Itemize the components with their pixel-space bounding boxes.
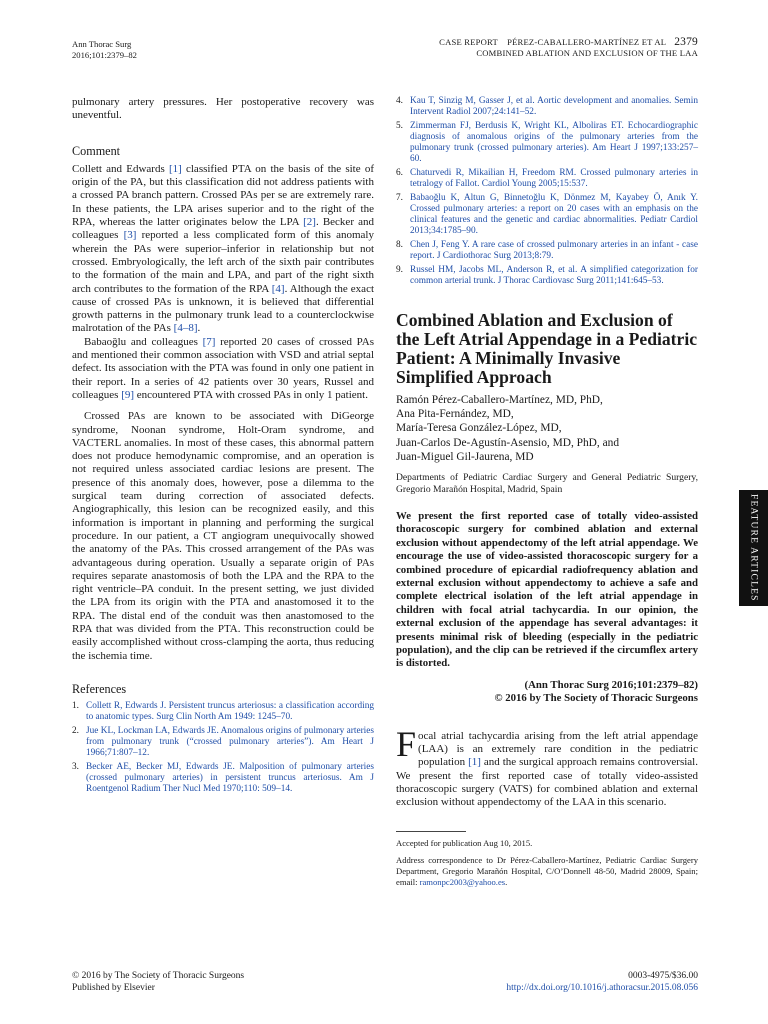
reference-item[interactable]: 1. Collett R, Edwards J. Persistent truncus arteriosus: a classification according to anatomic types. Surg Clin North Am 1949: 1245–70. xyxy=(72,701,374,723)
ref-link[interactable]: [3] xyxy=(123,229,137,242)
reference-item[interactable]: 5. Zimmerman FJ, Berdusis K, Wright KL, Alboliras ET. Echocardiographic diagnosis of anomalous origins of the pulmonary arteries from the pulmonary trunk (crossed pulmonary arteries). Am Heart J 1997;133:257–60. xyxy=(396,121,698,164)
journal-volume: 2016;101:2379–82 xyxy=(72,50,137,60)
left-column xyxy=(72,96,374,798)
references-heading: References xyxy=(72,681,127,696)
author: Ramón Pérez-Caballero-Martínez, MD, PhD, xyxy=(396,394,603,406)
footer-copyright: © 2016 by The Society of Thoracic Surgeons xyxy=(72,971,245,981)
author: Juan-Miguel Gil-Jaurena, MD xyxy=(396,450,534,463)
comment-paragraph-1: Collett and Edwards [1] classified PTA on the basis of the site of origin of the PA, but this classification did not address patients with a crossed PA branch pattern. Crossed PAs per se are extremely rare. In these patients, the LPA arises superior and to the right of the RPA, whereas the latter originates below the LPA [2]. Becker and colleagues [3] reported a less complicated form of this anomaly wherein the PAs were superior–inferior in relationship but not crossed. Embryologically, the left arch of the sixth pair contributes to the formation of the main and LPA, and part of the right sixth arch contributes to the formation of the RPA [4]. Although the exact cause of crossed PAs is unknown, it is believed that differential growth patterns in the pulmonary trunk lead to a counterclockwise malrotation of the PAs [4–8]. xyxy=(72,162,375,335)
journal-name: Ann Thorac Surg xyxy=(72,39,132,49)
journal-header xyxy=(72,39,137,61)
feature-articles-tab xyxy=(739,490,768,606)
intro-paragraph: pulmonary artery pressures. Her postoperative recovery was uneventful. xyxy=(72,96,374,122)
footnote-divider xyxy=(396,831,466,832)
drop-cap: F xyxy=(396,723,417,764)
footer-left xyxy=(72,970,244,994)
ref-link[interactable]: [1] xyxy=(468,756,481,769)
introduction-paragraph: Focal atrial tachycardia arising from the left atrial appendage (LAA) is an extremely rare condition in the pediatric population [1] and the surgical approach remains controversial. We present the first reported case of totally video-assisted thoracoscopic surgery (VATS) for combined ablation and external exclusion without appendectomy of the LAA in this scenario. xyxy=(396,723,698,809)
author-list xyxy=(396,393,698,464)
article-title: Combined Ablation and Exclusion of the Left Atrial Appendage in a Pediatric Patient: A Minimally Invasive Simplified Approach xyxy=(396,310,698,387)
reference-item[interactable]: 6. Chaturvedi R, Mikailian H, Freedom RM. Crossed pulmonary arteries in tetralogy of Fallot. Cardiol Young 2005;15:537. xyxy=(396,168,698,189)
running-head-line1: CASE REPORT PÉREZ-CABALLERO-MARTÍNEZ ET AL xyxy=(439,37,667,47)
ref-link[interactable]: [4–8] xyxy=(173,322,198,335)
ref-link[interactable]: [2] xyxy=(303,216,316,229)
correspondence: Address correspondence to Dr Pérez-Caballero-Martínez, Pediatric Cardiac Surgery Department, Gregorio Marañón Hospital, C/O’Donnell 48-50, Madrid 28009, Spain; email: ramonpc2003@yahoo.es. xyxy=(396,855,698,888)
comment-paragraph-2: Babaoğlu and colleagues [7] reported 20 cases of crossed PAs and mentioned their common association with VSD and atrial septal defect. Its association with the PTA was found in only one patient in their report. In a series of 42 patients over 30 years, Russel and colleagues [9] encountered PTA with crossed PAs in only 1 patient. xyxy=(72,335,375,401)
author: Ana Pita-Fernández, MD, xyxy=(396,408,514,421)
citation-line: (Ann Thorac Surg 2016;101:2379–82) xyxy=(524,678,698,691)
ref-link[interactable]: [1] xyxy=(168,162,182,175)
running-header xyxy=(439,37,698,59)
references-list-right xyxy=(396,96,698,287)
comment-paragraph-3: Crossed PAs are known to be associated with DiGeorge syndrome, Noonan syndrome, Holt-Oram syndrome, and VACTERL anomalies. In most of these cases, this abnormal pattern does not produce hemodynamic compromise, and an operation is not required unless associated cardiac lesions are present. The presence of this anomaly does, however, pose a dilemma to the surgical team during correction of associated defects. Angiographically, this lesion can be recognized easily, and this information is important in planning and performing the surgical procedure. In our patient, a CT angiogram unequivocally showed the anatomy of the PAs. This crossed arrangement of the PAs was advantageous during operation. Usually a separate origin of PAs requires separate anastomosis of both the LPA and the RPA to the right ventricle–PA conduit. In the present setting, we just divided the LPA from its origin with the PTA and anastomosed it to the RPA. The distal end of the conduit was then anastomosed to the RPA that was divided from the PTA. This reconstruction could be easily accomplished without cross-clamping the aorta, thus reducing the ischemia time. xyxy=(72,410,374,662)
footer-issn: 0003-4975/$36.00 xyxy=(628,971,698,981)
reference-item[interactable]: 9. Russel HM, Jacobs ML, Anderson R, et al. A simplified categorization for common arterial trunk. J Thorac Cardiovasc Surg 2011;141:645–53. xyxy=(396,265,698,286)
running-head-line2: COMBINED ABLATION AND EXCLUSION OF THE LAA xyxy=(476,48,698,58)
ref-link[interactable]: [4] xyxy=(271,282,285,295)
affiliation: Departments of Pediatric Cardiac Surgery and General Pediatric Surgery, Gregorio Marañón Hospital, Madrid, Spain xyxy=(396,472,698,496)
author: María-Teresa González-López, MD, xyxy=(396,422,562,435)
references-list-left xyxy=(72,701,374,795)
right-column xyxy=(396,96,698,888)
email-link[interactable]: ramonpc2003@yahoo.es xyxy=(419,877,506,888)
ref-link[interactable]: [9] xyxy=(121,388,135,401)
feature-articles-label: FEATURE ARTICLES xyxy=(748,494,759,602)
reference-item[interactable]: 2. Jue KL, Lockman LA, Edwards JE. Anomalous origins of pulmonary arteries from pulmonary trunk (“crossed pulmonary arteries”). Am Heart J 1966;71:807–12. xyxy=(72,726,374,759)
footer-right xyxy=(506,970,698,994)
page-number: 2379 xyxy=(674,36,698,48)
accepted-date: Accepted for publication Aug 10, 2015. xyxy=(396,838,533,849)
footer-publisher: Published by Elsevier xyxy=(72,983,155,993)
abstract: We present the first reported case of totally video-assisted thoracoscopic surgery for combined ablation and external exclusion without appendectomy of the left atrial appendage. We encourage the use of video-assisted thoracoscopic surgery for a combined procedure of epicardial radiofrequency ablation and external exclusion without appendectomy to achieve a safe and complete electrical isolation of the left atrial appendage in children with focal atrial tachycardia. In our opinion, the external exclusion of the appendage has several advantages: it presents minimal risk of bleeding (especially in the pediatric population), and the clip can be retrieved if the circumflex artery is distorted. xyxy=(396,510,698,670)
reference-item[interactable]: 3. Becker AE, Becker MJ, Edwards JE. Malposition of pulmonary arteries (crossed pulmonary arteries) in persistent truncus arteriosus. Am J Roentgenol Radium Ther Nucl Med 1970;110: 509–14. xyxy=(72,762,374,795)
comment-heading: Comment xyxy=(72,143,121,158)
reference-item[interactable]: 7. Babaoğlu K, Altun G, Binnetoğlu K, Dönmez M, Kayabey Ö, Anık Y. Crossed pulmonary arteries: a report on 20 cases with an emphasis on the clinical features and the genetic and cardiac abnormalities. Pediatr Cardiol 2013;34:1785–90. xyxy=(396,193,698,236)
author: Juan-Carlos De-Agustín-Asensio, MD, PhD, and xyxy=(396,436,620,449)
reference-item[interactable]: 8. Chen J, Feng Y. A rare case of crossed pulmonary arteries in an infant - case report. J Cardiothorac Surg 2013;8:79. xyxy=(396,240,698,261)
reference-item[interactable]: 4. Kau T, Sinzig M, Gasser J, et al. Aortic development and anomalies. Semin Intervent Radiol 2007;24:141–52. xyxy=(396,96,698,117)
copyright-line: © 2016 by The Society of Thoracic Surgeons xyxy=(494,692,698,705)
ref-link[interactable]: [7] xyxy=(202,335,216,348)
doi-link[interactable]: http://dx.doi.org/10.1016/j.athoracsur.2015.08.056 xyxy=(506,983,698,993)
